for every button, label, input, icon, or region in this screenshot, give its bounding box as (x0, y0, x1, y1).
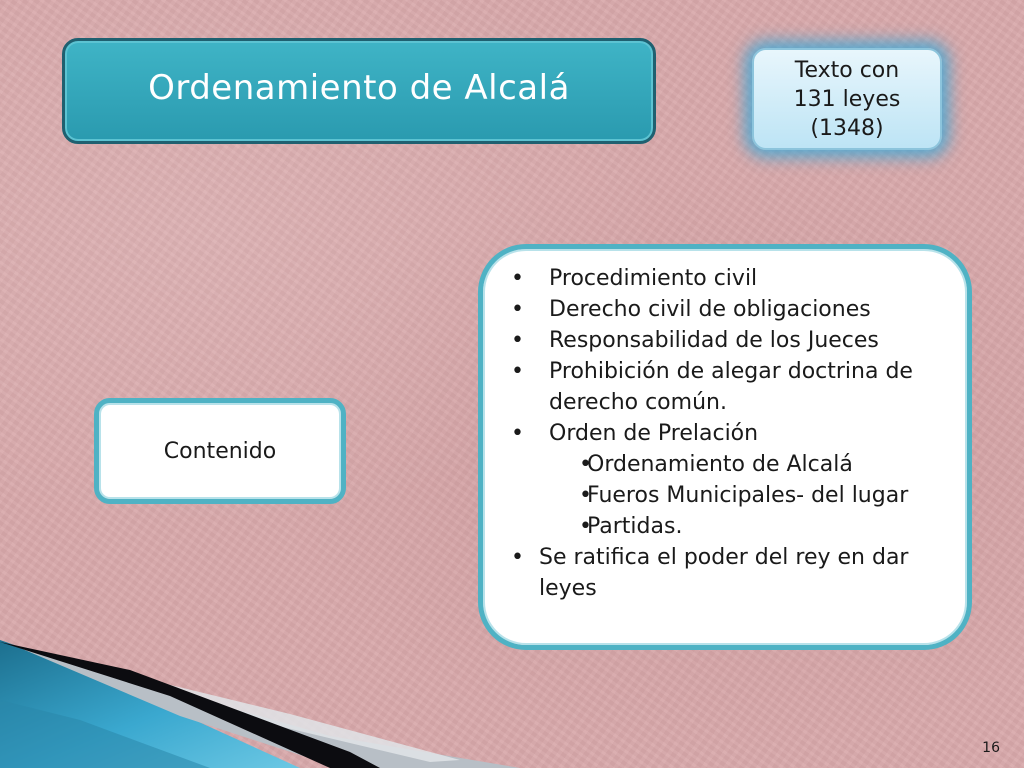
slide-title: Ordenamiento de Alcalá (148, 68, 570, 108)
content-label-box (94, 398, 346, 504)
sub-list-item: • Partidas. (509, 511, 947, 542)
list-item: • Responsabilidad de los Jueces (509, 325, 947, 356)
content-list-box (478, 244, 972, 650)
content-label: Contenido (163, 438, 277, 464)
corner-decoration (0, 640, 520, 768)
note-box (752, 48, 942, 150)
note-text (794, 56, 901, 143)
list-item: • Se ratifica el poder del rey en dar leyes (509, 542, 947, 604)
sub-list-item: • Ordenamiento de Alcalá (509, 449, 947, 480)
list-item: • Derecho civil de obligaciones (509, 294, 947, 325)
note-line: 131 leyes (793, 86, 901, 112)
list-item: • Prohibición de alegar doctrina de derecho común. (509, 356, 947, 418)
sub-list-item: • Fueros Municipales- del lugar (509, 480, 947, 511)
list-item: • Orden de Prelación (509, 418, 947, 449)
list-item: • Procedimiento civil (509, 263, 947, 294)
title-box (62, 38, 656, 144)
note-line: Texto con (794, 57, 900, 83)
note-line: (1348) (810, 115, 884, 141)
page-number: 16 (982, 740, 1000, 756)
content-list (509, 263, 947, 604)
